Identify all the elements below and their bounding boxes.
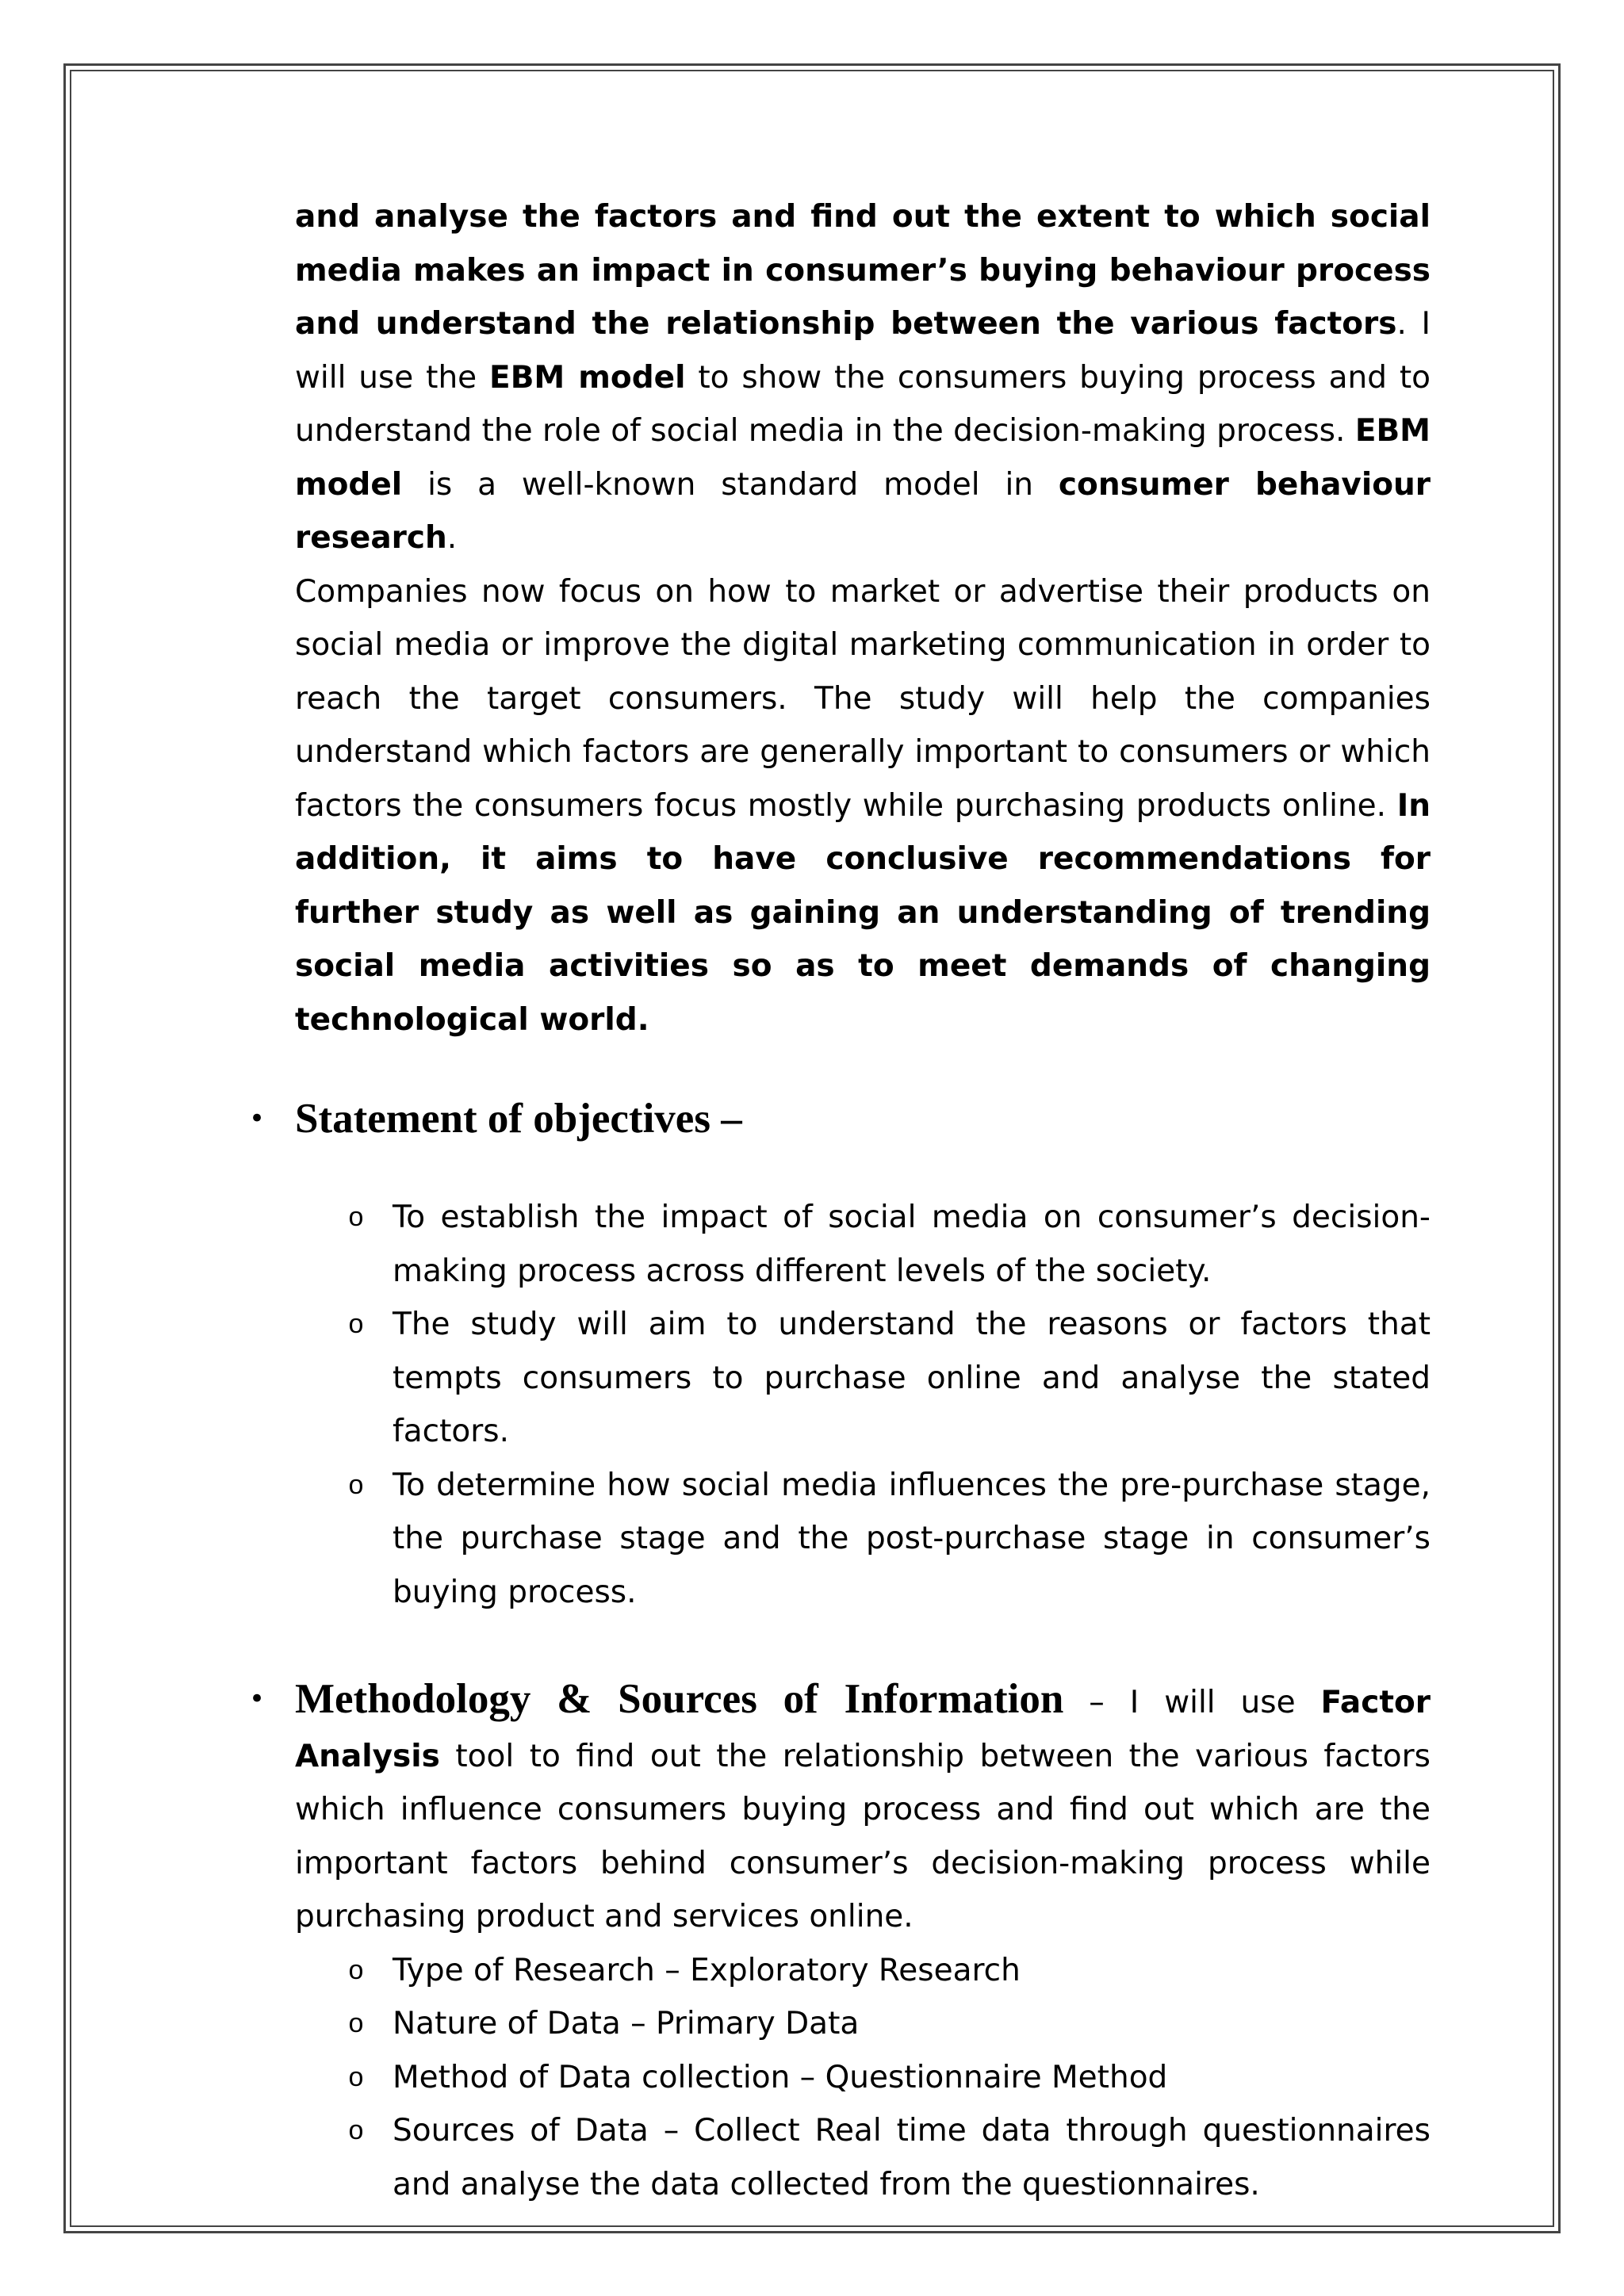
intro-p2-text: Companies now focus on how to market or advertise their products on social media or improve the digital marketing communication in order to reach the target consumers. The study will help the companies understand which factors are generally important to consumers or which factors the consumers focus mostly while purchasing products online. <box>295 573 1431 824</box>
list-item <box>295 1191 1431 1298</box>
intro-text-3: is a well-known standard model in <box>402 466 1059 503</box>
intro-bold-4: consumer behaviour research <box>295 466 1431 556</box>
list-item <box>295 1298 1431 1459</box>
intro-bold-3: EBM model <box>295 413 1431 503</box>
methodology-bold: Factor Analysis <box>295 1685 1431 1774</box>
list-item-text: Nature of Data – Primary Data <box>393 2006 860 2042</box>
list-item <box>295 2051 1431 2105</box>
list-item-text: The study will aim to understand the reasons or factors that tempts consumers to purchase online and analyse the stated factors. <box>393 1307 1431 1449</box>
list-item <box>295 1459 1431 1620</box>
intro-bold-1: and analyse the factors and find out the extent to which social media makes an impact in consumer’s buying behaviour process and understand the relationship between the various factors <box>295 199 1431 342</box>
methodology-title: Methodology & Sources of Information <box>295 1676 1064 1722</box>
intro-p2-bold: In addition, it aims to have conclusive recommendations for further study as well as gaining an understanding of trending social media activities so as to meet demands of changing technological world. <box>295 787 1431 1038</box>
list-item-text: Method of Data collection – Questionnaire Method <box>393 2059 1168 2095</box>
list-item-text: Type of Research – Exploratory Research <box>393 1952 1021 1988</box>
circle-bullet-icon: o <box>348 2008 364 2038</box>
objectives-title: Statement of objectives <box>295 1096 710 1142</box>
intro-paragraph-1 <box>295 190 1431 565</box>
methodology-text-1: – I will use <box>1063 1685 1321 1720</box>
circle-bullet-icon: o <box>348 1202 364 1232</box>
intro-paragraph-2 <box>295 565 1431 1047</box>
bullet-icon: • <box>249 1103 266 1135</box>
intro-text-4: . <box>446 520 458 556</box>
list-item-text: To establish the impact of social media on consumer’s decision-making process across different levels of the society. <box>393 1200 1431 1289</box>
circle-bullet-icon: o <box>348 1309 364 1339</box>
methodology-text-2: tool to find out the relationship between the various factors which influence consumers buying process and find out which are the important factors behind consumer’s decision-making process while purchasing product and services online. <box>295 1738 1431 1934</box>
circle-bullet-icon: o <box>348 2115 364 2145</box>
bullet-icon: • <box>249 1683 266 1715</box>
objectives-heading <box>249 1090 1431 1151</box>
methodology-paragraph <box>249 1673 1431 1944</box>
intro-text-2: to show the consumers buying process and to understand the role of social media in the decision-making process. <box>295 359 1431 449</box>
intro-text-1: . I will use the <box>295 306 1431 396</box>
methodology-list <box>295 1944 1431 2212</box>
objectives-list <box>295 1191 1431 1619</box>
circle-bullet-icon: o <box>348 2061 364 2092</box>
intro-bold-2: EBM model <box>489 359 686 396</box>
circle-bullet-icon: o <box>348 1954 364 1985</box>
circle-bullet-icon: o <box>348 1469 364 1500</box>
list-item-text: To determine how social media influences the pre-purchase stage, the purchase stage and the post-purchase stage in consumer’s buying process. <box>393 1467 1431 1610</box>
objectives-dash: – <box>710 1096 742 1142</box>
list-item-text: Sources of Data – Collect Real time data through questionnaires and analyse the data collected from the questionnaires. <box>393 2113 1431 2202</box>
list-item <box>295 2104 1431 2211</box>
document-body <box>249 190 1431 2211</box>
list-item <box>295 1997 1431 2051</box>
list-item <box>295 1944 1431 1998</box>
